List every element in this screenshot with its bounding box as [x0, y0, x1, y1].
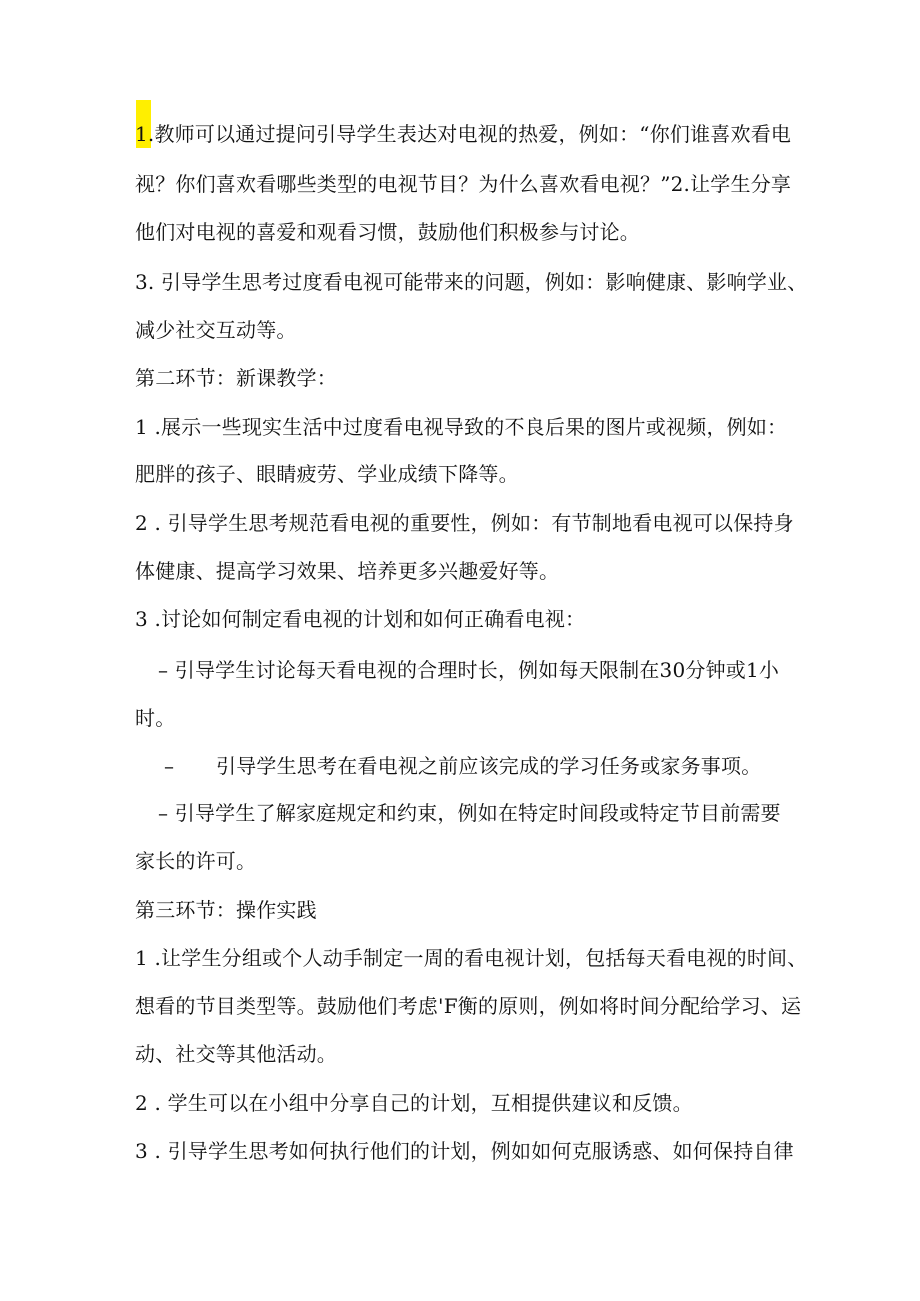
paragraph-line: 肥胖的孩子、眼睛疲劳、学业成绩下降等。: [135, 462, 519, 486]
paragraph-line: 家长的许可。: [135, 849, 257, 873]
paragraph-line: 3 .讨论如何制定看电视的计划和如何正确看电视：: [135, 607, 586, 631]
paragraph-line: 1 .展示一些现实生活中过度看电视导致的不良后果的图片或视频，例如：: [135, 415, 788, 439]
paragraph-line: 视？你们喜欢看哪些类型的电视节目？为什么喜欢看电视？”2.让学生分享: [135, 172, 792, 196]
paragraph-line: 2 . 学生可以在小组中分享自己的计划，互相提供建议和反馈。: [135, 1091, 693, 1115]
paragraph-line: 3. 引导学生思考过度看电视可能带来的问题，例如：影响健康、影响学业、: [135, 270, 808, 294]
paragraph-line: 1 .让学生分组或个人动手制定一周的看电视计划，包括每天看电视的时间、: [135, 946, 808, 970]
paragraph-line: 动、社交等其他活动。: [135, 1042, 337, 1066]
bullet-dash: –: [164, 754, 175, 778]
bullet-line: – 引导学生了解家庭规定和约束，例如在特定时间段或特定节目前需要: [158, 801, 781, 825]
bullet-line: – 引导学生讨论每天看电视的合理时长，例如每天限制在30分钟或1小: [158, 658, 780, 682]
bullet-line: 引导学生思考在看电视之前应该完成的学习任务或家务事项。: [216, 754, 762, 778]
section-heading: 第二环节：新课教学：: [135, 366, 337, 390]
section-heading: 第三环节：操作实践: [135, 898, 317, 922]
paragraph-line: 减少社交互动等。: [135, 318, 297, 342]
paragraph-line: 他们对电视的喜爱和观看习惯，鼓励他们积极参与讨论。: [135, 220, 640, 244]
paragraph-line: 3 . 引导学生思考如何执行他们的计划，例如如何克服诱惑、如何保持自律: [135, 1139, 794, 1163]
paragraph-line: 时。: [135, 706, 176, 730]
paragraph-line: 1.教师可以通过提问引导学生表达对电视的热爱，例如：“你们谁喜欢看电: [135, 122, 792, 146]
paragraph-line: 想看的节目类型等。鼓励他们考虑'F衡的原则，例如将时间分配给学习、运: [135, 994, 802, 1018]
paragraph-line: 2 . 引导学生思考规范看电视的重要性，例如：有节制地看电视可以保持身: [135, 511, 794, 535]
paragraph-line: 体健康、提高学习效果、培养更多兴趣爱好等。: [135, 559, 560, 583]
